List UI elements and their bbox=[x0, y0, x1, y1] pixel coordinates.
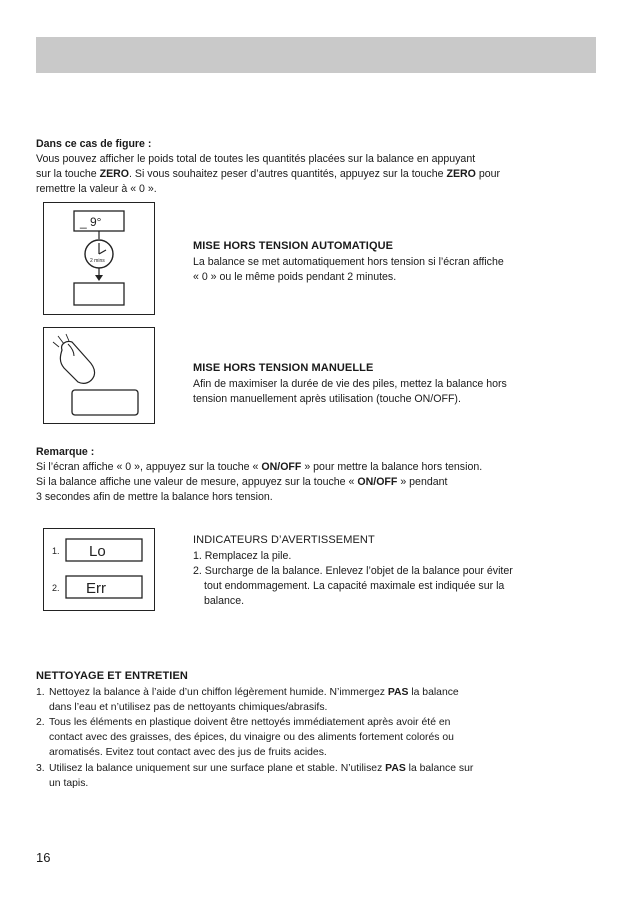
intro-line-2: sur la touche ZERO. Si vous souhaitez peser d’autres quantités, appuyez sur la touche ZERO pour bbox=[36, 168, 501, 180]
intro-line-3: remettre la valeur à « 0 ». bbox=[36, 183, 157, 195]
manual-off-illustration bbox=[43, 327, 155, 424]
auto-off-illustration bbox=[43, 202, 155, 315]
warning-item-1: 1. Remplacez la pile. bbox=[193, 550, 292, 562]
warning-display-2-text: Err bbox=[86, 580, 106, 597]
remark-line-1: Si l’écran affiche « 0 », appuyez sur la touche « ON/OFF » pour mettre la balance hors tension. bbox=[36, 461, 483, 473]
manual-off-line-1: Afin de maximiser la durée de vie des piles, mettez la balance hors bbox=[193, 378, 507, 390]
remark-line-3: 3 secondes afin de mettre la balance hors tension. bbox=[36, 491, 273, 503]
manual-off-title: MISE HORS TENSION MANUELLE bbox=[193, 362, 374, 374]
warning-item-2-line-3: balance. bbox=[204, 595, 245, 607]
warning-display-1-number: 1. bbox=[52, 546, 60, 556]
timer-text: 2 mins bbox=[90, 258, 105, 264]
header-bar bbox=[36, 37, 596, 73]
warnings-title: INDICATEURS D’AVERTISSEMENT bbox=[193, 534, 375, 546]
auto-off-text bbox=[193, 255, 504, 285]
cleaning-item-3: 3. Utilisez la balance uniquement sur une surface plane et stable. N’utilisez PAS la balance sur un tapis. bbox=[36, 761, 596, 791]
manual-off-text bbox=[193, 377, 507, 407]
warnings-illustration bbox=[43, 528, 155, 611]
cleaning-heading: NETTOYAGE ET ENTRETIEN bbox=[36, 670, 188, 682]
auto-off-line-1: La balance se met automatiquement hors tension si l’écran affiche bbox=[193, 256, 504, 268]
intro-line-1: Vous pouvez afficher le poids total de toutes les quantités placées sur la balance en appuyant bbox=[36, 153, 476, 165]
warning-item-2-line-1: 2. Surcharge de la balance. Enlevez l’objet de la balance pour éviter bbox=[193, 565, 513, 577]
cleaning-item-2-line-3: aromatisés. Evitez tout contact avec des jus de fruits acides. bbox=[49, 747, 327, 759]
finger-press-icon bbox=[60, 341, 94, 383]
page-number: 16 bbox=[36, 850, 51, 865]
auto-off-display-text: _ 9° bbox=[80, 215, 102, 229]
warning-item-2-line-2: tout endommagement. La capacité maximale est indiquée sur la bbox=[204, 580, 505, 592]
arrow-down-icon bbox=[95, 275, 103, 281]
cleaning-item-1-line-2: dans l’eau et n’utilisez pas de nettoyants chimiques/abrasifs. bbox=[49, 702, 328, 714]
cleaning-item-1: 1. Nettoyez la balance à l’aide d’un chiffon légèrement humide. N’immergez PAS la balance dans l’eau et n’utilisez pas de nettoyants chimiques/abrasifs. bbox=[36, 685, 596, 715]
auto-off-line-2: « 0 » ou le même poids pendant 2 minutes. bbox=[193, 271, 397, 283]
remark-heading: Remarque : bbox=[36, 446, 95, 458]
cleaning-item-1-line-1: Nettoyez la balance à l’aide d’un chiffon légèrement humide. N’immergez PAS la balance bbox=[49, 687, 459, 698]
cleaning-item-3-line-1: Utilisez la balance uniquement sur une surface plane et stable. N’utilisez PAS la balance sur bbox=[49, 763, 474, 774]
remark-text bbox=[36, 460, 482, 505]
auto-off-title: MISE HORS TENSION AUTOMATIQUE bbox=[193, 240, 394, 252]
cleaning-item-2-line-1: Tous les éléments en plastique doivent être nettoyés immédiatement après avoir été en bbox=[49, 717, 451, 728]
intro-text bbox=[36, 152, 500, 197]
warning-display-2-number: 2. bbox=[52, 583, 60, 593]
manual-off-line-2: tension manuellement après utilisation (touche ON/OFF). bbox=[193, 393, 461, 405]
cleaning-item-2-line-2: contact avec des graisses, des épices, du vinaigre ou des aliments fortement colorés ou bbox=[49, 732, 454, 744]
cleaning-item-3-line-2: un tapis. bbox=[49, 778, 89, 790]
remark-line-2: Si la balance affiche une valeur de mesure, appuyez sur la touche « ON/OFF » pendant bbox=[36, 476, 448, 488]
cleaning-item-2: 2. Tous les éléments en plastique doivent être nettoyés immédiatement après avoir été en contact avec des graisses, des épices, du vinaigre ou des aliments fortement colorés ou aromatisés. Evitez tout contact avec des jus de fruits acides. bbox=[36, 715, 596, 761]
warning-display-1-text: Lo bbox=[89, 543, 106, 560]
intro-heading: Dans ce cas de figure : bbox=[36, 138, 152, 150]
warnings-text bbox=[193, 549, 513, 609]
